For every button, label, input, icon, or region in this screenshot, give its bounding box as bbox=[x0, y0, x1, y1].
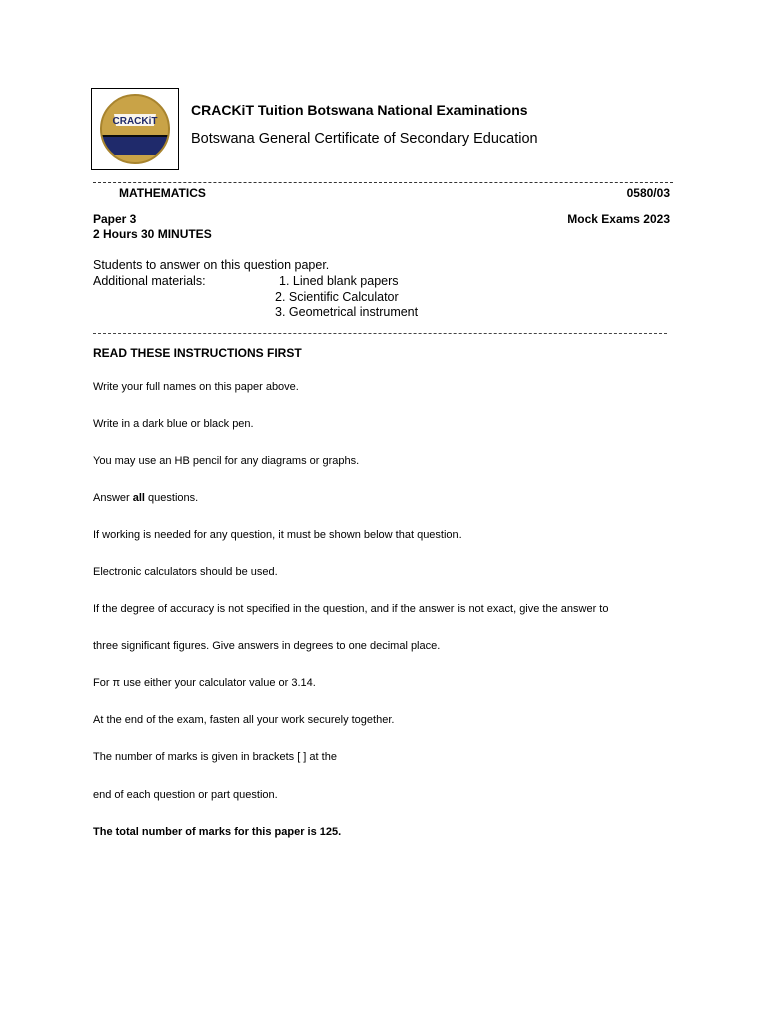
paper-code: 0580/03 bbox=[626, 186, 670, 200]
crackit-logo bbox=[91, 88, 179, 170]
certificate-subtitle: Botswana General Certificate of Secondary Education bbox=[191, 131, 538, 147]
subject-label: MATHEMATICS bbox=[119, 186, 206, 200]
logo-text: CRACKiT bbox=[112, 116, 158, 127]
instruction-line: At the end of the exam, fasten all your work securely together. bbox=[93, 714, 395, 726]
instructions-heading: READ THESE INSTRUCTIONS FIRST bbox=[93, 346, 302, 360]
exam-session: Mock Exams 2023 bbox=[567, 212, 670, 226]
instruction-line: Electronic calculators should be used. bbox=[93, 566, 278, 578]
exam-board-title: CRACKiT Tuition Botswana National Examinations bbox=[191, 102, 528, 118]
answer-suffix: questions. bbox=[144, 492, 199, 504]
instruction-line: You may use an HB pencil for any diagrams or graphs. bbox=[93, 455, 360, 467]
additional-materials-label: Additional materials: bbox=[93, 274, 206, 288]
instruction-line: Write your full names on this paper above. bbox=[93, 381, 299, 393]
total-marks: The total number of marks for this paper is 125. bbox=[93, 826, 342, 838]
top-divider bbox=[93, 182, 673, 183]
instruction-line: Write in a dark blue or black pen. bbox=[93, 418, 254, 430]
instruction-line: three significant figures. Give answers in degrees to one decimal place. bbox=[93, 640, 441, 652]
instruction-line: For π use either your calculator value or 3.14. bbox=[93, 677, 316, 689]
material-item: 1. Lined blank papers bbox=[279, 274, 399, 288]
material-item: 3. Geometrical instrument bbox=[275, 305, 419, 319]
instruction-line: end of each question or part question. bbox=[93, 789, 278, 801]
middle-divider bbox=[93, 333, 667, 334]
answer-all-emphasis: all bbox=[132, 492, 145, 504]
instruction-line: The number of marks is given in brackets [ ] at the bbox=[93, 751, 337, 763]
crackit-logo-emblem bbox=[94, 91, 176, 167]
exam-duration: 2 Hours 30 MINUTES bbox=[93, 227, 212, 241]
instruction-line: If working is needed for any question, it must be shown below that question. bbox=[93, 529, 462, 541]
instruction-answer-all bbox=[93, 492, 198, 504]
paper-number: Paper 3 bbox=[93, 212, 137, 226]
answer-on-paper-note: Students to answer on this question paper. bbox=[93, 258, 330, 272]
material-item: 2. Scientific Calculator bbox=[275, 290, 399, 304]
answer-prefix: Answer bbox=[93, 492, 133, 504]
instruction-line: If the degree of accuracy is not specified in the question, and if the answer is not exact, give the answer to bbox=[93, 603, 609, 615]
